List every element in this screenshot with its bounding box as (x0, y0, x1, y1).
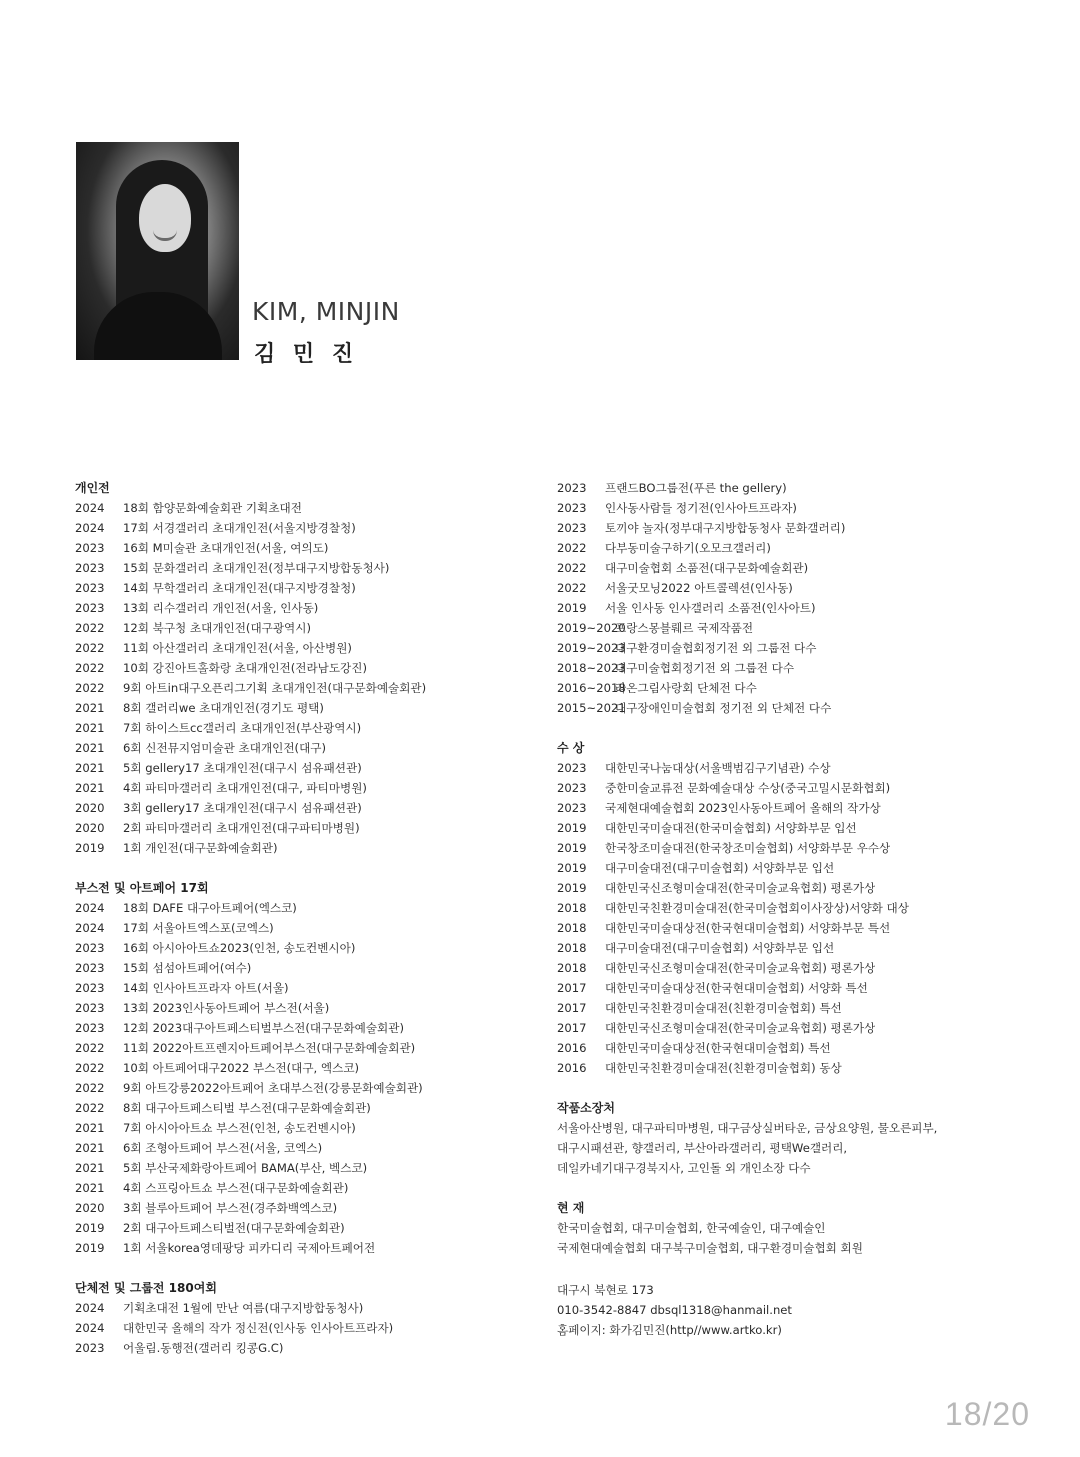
contact-section (557, 1280, 1027, 1340)
entry-text: 8회 대구아트페스티벌 부스전(대구문화예술회관) (123, 1101, 371, 1115)
entry-year: 2018 (557, 921, 587, 935)
entry-row (557, 598, 1027, 618)
entry-year: 2017 (557, 981, 587, 995)
booth-art-fair-section (75, 878, 545, 1258)
entry-year: 2019 (557, 841, 587, 855)
entry-row (75, 1038, 545, 1058)
entry-year: 2023 (557, 801, 587, 815)
entry-text: 국제현대예술협회 2023인사동아트페어 올해의 작가상 (605, 801, 881, 815)
entry-text: 18회 함양문화예술회관 기획초대전 (123, 501, 302, 515)
current-memberships-text (557, 1218, 1027, 1258)
entry-text: 대한민국신조형미술대전(한국미술교육협회) 평론가상 (605, 1021, 876, 1035)
entry-year: 2023 (557, 781, 587, 795)
entry-text: 대구장애인미술협회 정기전 외 단체전 다수 (615, 701, 832, 715)
entry-text: 7회 아시아아트쇼 부스전(인천, 송도컨벤시아) (123, 1121, 356, 1135)
entry-year: 2022 (75, 1041, 105, 1055)
group-exhibitions-list (75, 1298, 545, 1358)
entry-row (75, 578, 545, 598)
entry-row (75, 758, 545, 778)
entry-text: 중한미술교류전 문화예술대상 수상(중국고밀시문화협회) (605, 781, 891, 795)
entry-text: 11회 2022아트프렌지아트페어부스전(대구문화예술회관) (123, 1041, 416, 1055)
entry-year: 2023 (75, 561, 105, 575)
entry-text: 1회 서울korea영데팡당 피카디리 국제아트페어전 (123, 1241, 376, 1255)
entry-row (75, 1018, 545, 1038)
entry-row (75, 598, 545, 618)
text-line: 홈페이지: 화가김민진(http//www.artko.kr) (557, 1323, 782, 1337)
entry-row (75, 778, 545, 798)
entry-row (75, 1298, 545, 1318)
entry-year: 2023 (75, 1341, 105, 1355)
section-title: 단체전 및 그룹전 180여회 (75, 1281, 217, 1295)
entry-year: 2022 (557, 581, 587, 595)
section-title: 부스전 및 아트페어 17회 (75, 881, 209, 895)
entry-year: 2023 (75, 541, 105, 555)
entry-text: 4회 스프링아트쇼 부스전(대구문화예술회관) (123, 1181, 349, 1195)
entry-text: 8회 갤러리we 초대개인전(경기도 평택) (123, 701, 324, 715)
entry-row (557, 578, 1027, 598)
entry-text: 대한민국미술대전(한국미술협회) 서양화부문 입선 (605, 821, 857, 835)
entry-row (557, 998, 1027, 1018)
entry-row (557, 558, 1027, 578)
entry-text: 1회 개인전(대구문화예술회관) (123, 841, 278, 855)
entry-row (75, 1118, 545, 1138)
entry-row (557, 678, 1027, 698)
solo-exhibitions-list (75, 498, 545, 858)
entry-text: 대구환경미술협회정기전 외 그룹전 다수 (615, 641, 817, 655)
entry-text: 대한민국미술대상전(한국현대미술협회) 서양화부문 특선 (605, 921, 891, 935)
entry-text: 3회 gellery17 초대개인전(대구시 섬유패션관) (123, 801, 362, 815)
entry-year: 2016 (557, 1061, 587, 1075)
entry-text: 2회 파티마갤러리 초대개인전(대구파티마병원) (123, 821, 360, 835)
entry-row (75, 1338, 545, 1358)
entry-row (557, 758, 1027, 778)
entry-year: 2021 (75, 1181, 105, 1195)
entry-text: 2회 대구아트페스티벌전(대구문화예술회관) (123, 1221, 345, 1235)
entry-row (75, 538, 545, 558)
entry-year: 2016~2018 (557, 681, 626, 695)
entry-year: 2023 (75, 1021, 105, 1035)
entry-text: 대한민국 올해의 작가 정신전(인사동 인사아트프라자) (123, 1321, 394, 1335)
entry-year: 2022 (75, 1081, 105, 1095)
entry-row (557, 918, 1027, 938)
entry-year: 2019 (557, 821, 587, 835)
entry-year: 2022 (75, 1061, 105, 1075)
entry-year: 2023 (75, 981, 105, 995)
entry-text: 4회 파티마갤러리 초대개인전(대구, 파티마병원) (123, 781, 367, 795)
entry-row (557, 1058, 1027, 1078)
entry-year: 2023 (75, 601, 105, 615)
entry-text: 대구미술협회정기전 외 그룹전 다수 (615, 661, 795, 675)
group-exhibitions-list-continued (557, 478, 1027, 718)
entry-year: 2022 (557, 561, 587, 575)
entry-text: 프랑스몽블뤠르 국제작품전 (615, 621, 754, 635)
entry-row (557, 778, 1027, 798)
entry-text: 16회 M미술관 초대개인전(서울, 여의도) (123, 541, 329, 555)
entry-row (75, 678, 545, 698)
entry-row (557, 898, 1027, 918)
text-line: 서울아산병원, 대구파티마병원, 대구금상실버타운, 금상요양원, 물오른피부, (557, 1121, 938, 1135)
entry-row (75, 958, 545, 978)
entry-row (75, 558, 545, 578)
entry-row (557, 978, 1027, 998)
entry-year: 2019 (75, 1241, 105, 1255)
entry-row (75, 798, 545, 818)
awards-section (557, 738, 1027, 1078)
entry-text: 다부동미술구하기(오모크갤러리) (605, 541, 771, 555)
entry-text: 14회 무학갤러리 초대개인전(대구지방경찰청) (123, 581, 356, 595)
entry-row (557, 818, 1027, 838)
text-line: 대구시 북현로 173 (557, 1283, 654, 1297)
entry-year: 2020 (75, 1201, 105, 1215)
entry-year: 2022 (75, 621, 105, 635)
text-line: 한국미술협회, 대구미술협회, 한국예술인, 대구예술인 (557, 1221, 826, 1235)
entry-row (75, 658, 545, 678)
entry-text: 11회 아산갤러리 초대개인전(서울, 아산병원) (123, 641, 352, 655)
entry-year: 2022 (75, 641, 105, 655)
entry-row (557, 938, 1027, 958)
entry-row (557, 478, 1027, 498)
entry-row (557, 518, 1027, 538)
entry-year: 2023 (75, 961, 105, 975)
entry-row (75, 1098, 545, 1118)
entry-row (75, 898, 545, 918)
entry-year: 2019~2020 (557, 621, 626, 635)
entry-text: 서울굿모닝2022 아트콜렉션(인사동) (605, 581, 793, 595)
left-column (75, 478, 545, 1378)
entry-text: 18회 DAFE 대구아트페어(엑스코) (123, 901, 297, 915)
entry-year: 2019 (75, 841, 105, 855)
entry-row (75, 498, 545, 518)
entry-text: 10회 강진아트홀화랑 초대개인전(전라남도강진) (123, 661, 367, 675)
entry-year: 2021 (75, 781, 105, 795)
entry-year: 2024 (75, 1301, 105, 1315)
entry-year: 2023 (75, 1001, 105, 1015)
current-section (557, 1198, 1027, 1258)
artist-name-english: KIM, MINJIN (252, 297, 400, 326)
entry-row (75, 618, 545, 638)
entry-text: 한국창조미술대전(한국창조미술협회) 서양화부문 우수상 (605, 841, 891, 855)
section-title: 현 재 (557, 1201, 585, 1215)
entry-text: 14회 인사아트프라자 아트(서울) (123, 981, 289, 995)
section-title: 작품소장처 (557, 1101, 615, 1115)
entry-year: 2018 (557, 961, 587, 975)
entry-year: 2017 (557, 1021, 587, 1035)
entry-text: 토끼야 놀자(정부대구지방합동청사 문화갤러리) (605, 521, 846, 535)
entry-text: 대구미술대전(대구미술협회) 서양화부문 입선 (605, 861, 835, 875)
entry-text: 서울 인사동 인사갤러리 소품전(인사아트) (605, 601, 816, 615)
text-line: 국제현대예술협회 대구북구미술협회, 대구환경미술협회 회원 (557, 1241, 863, 1255)
entry-year: 2022 (75, 681, 105, 695)
entry-row (75, 718, 545, 738)
entry-year: 2022 (557, 541, 587, 555)
entry-text: 16회 아시아아트쇼2023(인천, 송도컨벤시아) (123, 941, 356, 955)
entry-year: 2023 (557, 761, 587, 775)
entry-text: 3회 블루아트페어 부스전(경주화백엑스코) (123, 1201, 338, 1215)
entry-year: 2023 (75, 581, 105, 595)
entry-row (75, 998, 545, 1018)
section-title: 수 상 (557, 741, 585, 755)
entry-text: 13회 2023인사동아트페어 부스전(서울) (123, 1001, 330, 1015)
entry-year: 2021 (75, 1121, 105, 1135)
entry-row (75, 1138, 545, 1158)
entry-year: 2023 (75, 941, 105, 955)
booth-art-fair-list (75, 898, 545, 1258)
entry-text: 17회 서경갤러리 초대개인전(서울지방경찰청) (123, 521, 356, 535)
entry-row (75, 1318, 545, 1338)
entry-row (557, 498, 1027, 518)
entry-row (557, 638, 1027, 658)
entry-text: 대한민국친환경미술대전(친환경미술협회) 동상 (605, 1061, 842, 1075)
entry-text: 5회 gellery17 초대개인전(대구시 섬유패션관) (123, 761, 362, 775)
entry-text: 어울림.동행전(갤러리 킹콩G.C) (123, 1341, 284, 1355)
entry-row (75, 838, 545, 858)
photo-face (139, 184, 191, 252)
artist-name-korean: 김 민 진 (254, 342, 359, 367)
entry-row (75, 518, 545, 538)
entry-year: 2018 (557, 941, 587, 955)
entry-text: 12회 2023대구아트페스티벌부스전(대구문화예술회관) (123, 1021, 404, 1035)
entry-year: 2019 (557, 601, 587, 615)
entry-row (75, 938, 545, 958)
entry-year: 2021 (75, 701, 105, 715)
entry-year: 2021 (75, 741, 105, 755)
entry-year: 2020 (75, 821, 105, 835)
entry-row (75, 918, 545, 938)
entry-row (557, 958, 1027, 978)
entry-text: 7회 하이스트cc갤러리 초대개인전(부산광역시) (123, 721, 362, 735)
entry-text: 대한민국신조형미술대전(한국미술교육협회) 평론가상 (605, 961, 876, 975)
entry-text: 대한민국신조형미술대전(한국미술교육협회) 평론가상 (605, 881, 876, 895)
group-exhibitions-continued (557, 478, 1027, 718)
entry-row (557, 658, 1027, 678)
entry-year: 2024 (75, 921, 105, 935)
entry-text: 대한민국친환경미술대전(한국미술협회이사장상)서양화 대상 (605, 901, 909, 915)
entry-row (557, 1038, 1027, 1058)
entry-text: 인사동사람들 정기전(인사아트프라자) (605, 501, 797, 515)
awards-list (557, 758, 1027, 1078)
entry-year: 2023 (557, 521, 587, 535)
entry-row (557, 798, 1027, 818)
entry-text: 6회 신전뮤지엄미술관 초대개인전(대구) (123, 741, 326, 755)
entry-year: 2024 (75, 521, 105, 535)
entry-year: 2018 (557, 901, 587, 915)
entry-year: 2023 (557, 501, 587, 515)
entry-year: 2024 (75, 501, 105, 515)
entry-year: 2019 (75, 1221, 105, 1235)
entry-text: 대한민국나눔대상(서울백범김구기념관) 수상 (605, 761, 831, 775)
entry-text: 15회 섬섬아트페어(여수) (123, 961, 252, 975)
entry-text: 17회 서울아트엑스포(코엑스) (123, 921, 274, 935)
entry-row (75, 1158, 545, 1178)
entry-text: 대한민국미술대상전(한국현대미술협회) 서양화 특선 (605, 981, 868, 995)
text-line: 데일카네기대구경북지사, 고인돌 외 개인소장 다수 (557, 1161, 811, 1175)
entry-year: 2020 (75, 801, 105, 815)
entry-row (75, 1058, 545, 1078)
entry-year: 2021 (75, 1161, 105, 1175)
entry-row (75, 1078, 545, 1098)
entry-year: 2019 (557, 861, 587, 875)
entry-text: 프랜드BO그룹전(푸른 the gellery) (605, 481, 787, 495)
entry-text: 9회 아트in대구오픈리그기획 초대개인전(대구문화예술회관) (123, 681, 427, 695)
entry-text: 9회 아트강릉2022아트페어 초대부스전(강릉문화예술회관) (123, 1081, 423, 1095)
collections-text (557, 1118, 1027, 1178)
entry-year: 2021 (75, 721, 105, 735)
entry-row (557, 878, 1027, 898)
entry-row (75, 1218, 545, 1238)
entry-text: 12회 북구청 초대개인전(대구광역시) (123, 621, 311, 635)
entry-text: 6회 조형아트페어 부스전(서울, 코엑스) (123, 1141, 323, 1155)
entry-year: 2016 (557, 1041, 587, 1055)
entry-text: 대구미술협회 소품전(대구문화예술회관) (605, 561, 809, 575)
entry-year: 2019~2023 (557, 641, 626, 655)
entry-row (557, 618, 1027, 638)
entry-year: 2024 (75, 901, 105, 915)
entry-row (557, 538, 1027, 558)
entry-year: 2024 (75, 1321, 105, 1335)
entry-year: 2021 (75, 761, 105, 775)
entry-year: 2017 (557, 1001, 587, 1015)
entry-text: 대한민국친환경미술대전(친환경미술협회) 특선 (605, 1001, 842, 1015)
entry-row (557, 858, 1027, 878)
entry-row (75, 738, 545, 758)
entry-year: 2021 (75, 1141, 105, 1155)
text-line: 대구시패션관, 향갤러리, 부산아라갤러리, 평택We갤러리, (557, 1141, 848, 1155)
entry-row (75, 1198, 545, 1218)
right-column (557, 478, 1027, 1340)
entry-year: 2018~2023 (557, 661, 626, 675)
page-number: 18/20 (944, 1396, 1030, 1432)
entry-text: 라온그림사랑회 단체전 다수 (615, 681, 757, 695)
contact-text (557, 1280, 1027, 1340)
entry-text: 13회 리수갤러리 개인전(서울, 인사동) (123, 601, 319, 615)
entry-row (75, 978, 545, 998)
entry-row (75, 818, 545, 838)
entry-text: 10회 아트페어대구2022 부스전(대구, 엑스코) (123, 1061, 360, 1075)
entry-row (557, 698, 1027, 718)
entry-row (75, 1238, 545, 1258)
entry-row (557, 1018, 1027, 1038)
collections-section (557, 1098, 1027, 1178)
group-exhibitions-section (75, 1278, 545, 1358)
entry-row (75, 638, 545, 658)
entry-year: 2022 (75, 661, 105, 675)
artist-photo (76, 142, 239, 360)
entry-text: 15회 문화갤러리 초대개인전(정부대구지방합동청사) (123, 561, 390, 575)
solo-exhibitions-section (75, 478, 545, 858)
section-title: 개인전 (75, 481, 110, 495)
entry-text: 기획초대전 1월에 만난 여름(대구지방합동청사) (123, 1301, 364, 1315)
entry-row (557, 838, 1027, 858)
entry-text: 대구미술대전(대구미술협회) 서양화부문 입선 (605, 941, 835, 955)
entry-text: 대한민국미술대상전(한국현대미술협회) 특선 (605, 1041, 831, 1055)
text-line: 010-3542-8847 dbsql1318@hanmail.net (557, 1303, 792, 1317)
entry-year: 2022 (75, 1101, 105, 1115)
entry-year: 2023 (557, 481, 587, 495)
entry-text: 5회 부산국제화랑아트페어 BAMA(부산, 벡스코) (123, 1161, 368, 1175)
entry-row (75, 698, 545, 718)
entry-year: 2019 (557, 881, 587, 895)
entry-row (75, 1178, 545, 1198)
entry-year: 2015~2021 (557, 701, 626, 715)
